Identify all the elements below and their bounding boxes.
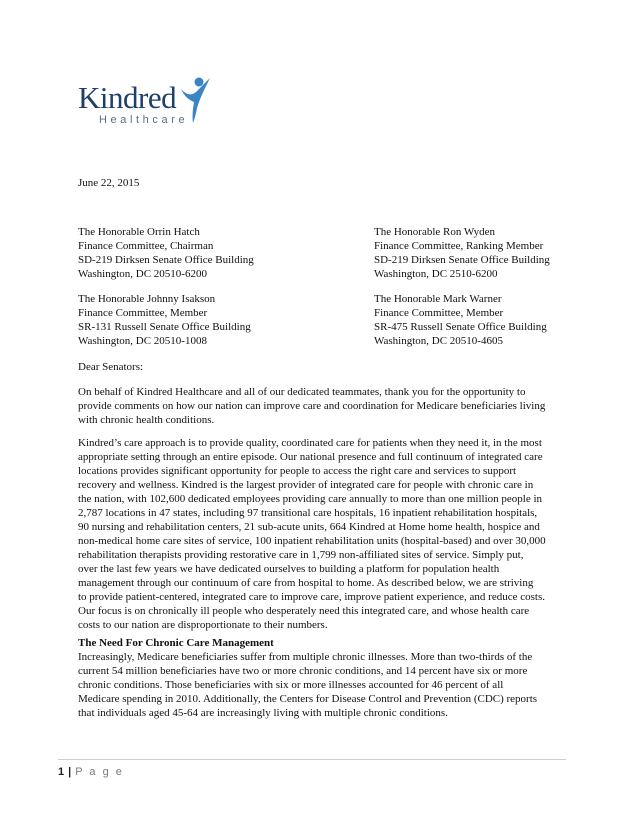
body-paragraph (78, 385, 568, 427)
addressee-line: Finance Committee, Ranking Member (374, 240, 544, 252)
addressee-line: The Honorable Orrin Hatch (78, 226, 200, 238)
paragraph-line: recovery and wellness. Kindred is the largest provider of integrated care for people with chronic care in (78, 479, 534, 491)
addressee-line: Finance Committee, Member (78, 307, 208, 319)
paragraph-line: Our focus is on chronically ill people who desperately need this integrated care, and whose health care (78, 605, 530, 617)
paragraph-line: current 54 million beneficiaries have two or more chronic conditions, and 14 percent have six or more (78, 665, 528, 677)
addressee-line: Finance Committee, Chairman (78, 240, 214, 252)
addressee-line: Finance Committee, Member (374, 307, 504, 319)
addressee-line: SR-131 Russell Senate Office Building (78, 321, 251, 333)
paragraph-line: On behalf of Kindred Healthcare and all of our dedicated teammates, thank you for the opportunity to (78, 386, 526, 398)
addressee-block (374, 292, 547, 348)
paragraph-line: appropriate setting through an entire episode. Our national presence and full continuum of integrated care (78, 451, 543, 463)
page-label: P a g e (75, 766, 124, 778)
logo-subtitle: Healthcare (99, 114, 189, 126)
addressee-line: Washington, DC 20510-6200 (78, 268, 207, 280)
figure-head (195, 78, 204, 87)
addressee-line: The Honorable Ron Wyden (374, 226, 496, 238)
section-heading: The Need For Chronic Care Management (78, 637, 274, 649)
paragraph-line: rehabilitation therapists providing restorative care in 1,799 non-affiliated sites of service. Simply put, (78, 549, 524, 561)
addressee-line: SR-475 Russell Senate Office Building (374, 321, 547, 333)
paragraph-line: costs to our nation are disproportionate to their numbers. (78, 619, 328, 631)
paragraph-line: management through our continuum of care from hospital to home. As described below, we are striving (78, 577, 534, 589)
paragraph-line: over the last few years we have dedicated ourselves to building a platform for population health (78, 563, 500, 575)
paragraph-line: that individuals aged 45-64 are increasingly living with multiple chronic conditions. (78, 707, 448, 719)
footer-separator: | (68, 766, 72, 778)
paragraph-line: with chronic health conditions. (78, 414, 215, 426)
paragraph-line: non-medical home care sites of service, 100 inpatient rehabilitation units (hospital-based) and over 30,000 (78, 535, 546, 547)
paragraph-line: 2,787 locations in 47 states, including 97 transitional care hospitals, 16 inpatient rehabilitation hospitals, (78, 507, 538, 519)
body-paragraph (78, 650, 568, 720)
page-footer (58, 766, 124, 778)
paragraph-line: 90 nursing and rehabilitation centers, 21 sub-acute units, 664 Kindred at Home home health, hospice and (78, 521, 540, 533)
paragraph-line: chronic conditions. Those beneficiaries with six or more illnesses accounted for 46 percent of all (78, 679, 504, 691)
addressee-block (78, 225, 254, 281)
addressee-block (374, 225, 550, 281)
addressee-line: Washington, DC 2510-6200 (374, 268, 498, 280)
addressee-line: The Honorable Mark Warner (374, 293, 502, 305)
logo-wordmark: Kindred (78, 80, 177, 115)
paragraph-line: provide comments on how our nation can improve care and coordination for Medicare beneficiaries living (78, 400, 546, 412)
paragraph-line: Medicare spending in 2010. Additionally, the Centers for Disease Control and Prevention (CDC) reports (78, 693, 538, 705)
addressee-block (78, 292, 251, 348)
addressee-line: The Honorable Johnny Isakson (78, 293, 216, 305)
page-number: 1 (58, 766, 65, 778)
addressee-line: SD-219 Dirksen Senate Office Building (374, 254, 550, 266)
paragraph-line: locations provides significant opportunity for people to access the right care and services to support (78, 465, 517, 477)
paragraph-line: the nation, with 102,600 dedicated employees providing care annually to more than one million people in (78, 493, 543, 505)
addressee-line: Washington, DC 20510-4605 (374, 335, 503, 347)
body-paragraph (78, 436, 568, 632)
addressee-line: Washington, DC 20510-1008 (78, 335, 207, 347)
footer-divider (58, 759, 566, 760)
letter-date: June 22, 2015 (78, 177, 140, 189)
salutation: Dear Senators: (78, 361, 144, 373)
kindred-logo (78, 74, 218, 134)
addressee-line: SD-219 Dirksen Senate Office Building (78, 254, 254, 266)
paragraph-line: Increasingly, Medicare beneficiaries suffer from multiple chronic illnesses. More than two-thirds of the (78, 651, 533, 663)
paragraph-line: Kindred’s care approach is to provide quality, coordinated care for patients when they need it, in the most (78, 437, 542, 449)
person-figure-icon (179, 74, 213, 124)
paragraph-line: to provide patient-centered, integrated care to improve care, improve patient experience, and reduce costs. (78, 591, 545, 603)
